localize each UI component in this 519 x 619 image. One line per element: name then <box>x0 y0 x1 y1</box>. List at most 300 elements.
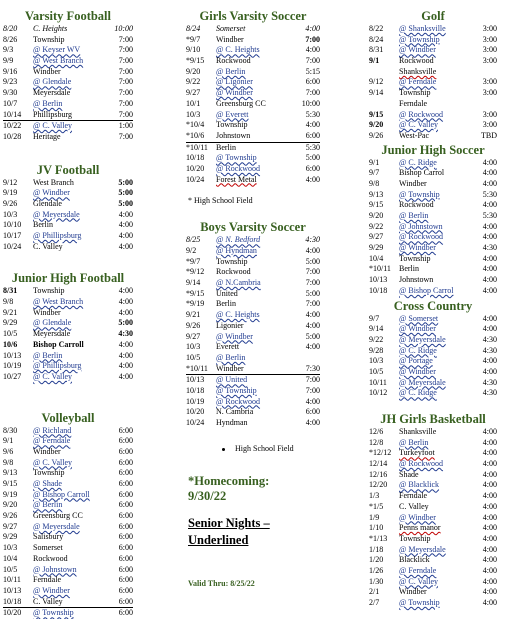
game-date: 9/27 <box>369 232 384 242</box>
game-time: 4:00 <box>305 310 320 320</box>
game-row <box>369 314 497 325</box>
game-row <box>186 278 320 289</box>
game-time: 4:00 <box>482 232 497 242</box>
game-row <box>186 99 320 110</box>
game-date: 10/5 <box>369 366 384 376</box>
game-time: 5:00 <box>118 198 133 208</box>
game-row <box>186 397 320 408</box>
game-date: 10/6 <box>3 339 18 349</box>
game-time: 4:00 <box>482 366 497 376</box>
game-opp: Windber <box>216 34 244 44</box>
game-opp: Township <box>399 253 431 263</box>
game-time: 6:00 <box>118 596 133 606</box>
game-time: 4:00 <box>118 371 133 381</box>
game-time: 4:00 <box>482 587 497 597</box>
middle-column <box>186 0 320 588</box>
game-time: 4:30 <box>482 334 497 344</box>
game-opp: Ligonier <box>216 320 244 330</box>
game-row <box>3 361 133 372</box>
game-date: *10/6 <box>186 130 205 140</box>
game-row <box>369 480 497 491</box>
game-time: 6:00 <box>118 608 133 618</box>
game-row <box>3 575 133 586</box>
game-opp: @ C. Valley <box>33 457 72 467</box>
game-date: 9/29 <box>3 318 18 328</box>
left-column <box>3 0 133 618</box>
game-time: 4:00 <box>482 512 497 522</box>
game-row <box>3 426 133 437</box>
game-row <box>186 77 320 88</box>
game-opp: @ Shade <box>33 479 62 488</box>
game-date: 10/3 <box>3 209 18 219</box>
game-date: 8/30 <box>3 425 18 435</box>
game-time: 3:00 <box>482 34 497 44</box>
game-opp: Windber <box>399 587 427 597</box>
game-row <box>3 554 133 565</box>
game-opp: @ Rockwood <box>399 232 444 242</box>
game-opp: Shade <box>399 469 419 479</box>
game-opp: Somerset <box>216 24 246 33</box>
game-date: 9/13 <box>369 189 384 199</box>
game-opp: Bishop Carroll <box>33 339 84 349</box>
game-time: 6:00 <box>305 130 320 140</box>
game-date: 9/16 <box>3 66 18 76</box>
game-row <box>369 356 497 367</box>
game-time: 4:00 <box>118 209 133 219</box>
game-opp: @ Rockwood <box>399 459 444 469</box>
boys-soccer-section <box>186 219 320 454</box>
game-row <box>186 332 320 343</box>
game-row <box>3 340 133 351</box>
game-row <box>3 121 133 132</box>
game-opp: @ Portage <box>399 356 433 366</box>
game-time: 4:00 <box>482 356 497 366</box>
game-opp: @ C. Ridge <box>399 388 437 398</box>
game-opp: @ Windber <box>399 366 436 376</box>
game-opp: Meyersdale <box>33 88 71 98</box>
game-date: 10/7 <box>3 98 18 108</box>
game-row <box>369 324 497 335</box>
game-date: 10/1 <box>186 98 201 108</box>
girls-soccer-section <box>186 8 320 205</box>
game-date: *10/4 <box>186 120 205 130</box>
game-date: 9/22 <box>186 77 201 87</box>
game-date: 10/28 <box>3 131 22 141</box>
game-opp: Phillipsburg <box>33 109 72 119</box>
jv-football-title: JV Football <box>36 162 100 177</box>
game-date: 9/12 <box>3 177 18 187</box>
game-opp: @ Ferndale <box>399 565 437 575</box>
game-opp: Hyndman <box>216 418 248 427</box>
game-row <box>369 77 497 88</box>
game-row <box>186 407 320 418</box>
game-row <box>369 555 497 566</box>
game-opp: Ferndale <box>33 575 61 585</box>
game-time: 4:00 <box>482 200 497 210</box>
game-opp: Berlin <box>216 142 236 152</box>
game-row <box>369 211 497 222</box>
game-time: 5:30 <box>482 189 497 199</box>
game-time: 7:00 <box>118 98 133 108</box>
game-opp: @ Rockwood <box>216 163 261 173</box>
game-time: 7:00 <box>118 45 133 55</box>
game-time: 6:00 <box>118 500 133 510</box>
game-opp: @ Meyersdale <box>33 209 80 219</box>
game-opp: @ Township <box>216 153 257 163</box>
jh-football-title: Junior High Football <box>11 271 125 286</box>
game-date: 9/14 <box>186 278 201 288</box>
game-opp: Township <box>33 286 65 296</box>
game-time: 6:00 <box>118 521 133 531</box>
game-time: 4:00 <box>482 469 497 479</box>
senior-nights-note: Senior Nights – Underlined <box>188 516 270 547</box>
game-row <box>186 67 320 78</box>
game-date: 1/3 <box>369 491 380 501</box>
game-time: 5:00 <box>305 331 320 341</box>
game-date: 10/5 <box>3 564 18 574</box>
game-time: 4:00 <box>482 437 497 447</box>
game-row <box>369 168 497 179</box>
game-opp: N. Cambria <box>216 407 254 417</box>
game-time: 4:00 <box>305 342 320 352</box>
homecoming-note: *Homecoming: 9/30/22 <box>188 474 270 503</box>
game-row <box>3 45 133 56</box>
volleyball-title: Volleyball <box>41 410 95 425</box>
game-opp: Township <box>216 256 248 266</box>
game-opp: @ Phillipsburg <box>33 361 82 371</box>
game-time: 7:00 <box>305 56 320 66</box>
game-row <box>369 222 497 233</box>
game-date: 10/12 <box>369 388 388 398</box>
game-time: 5:00 <box>118 318 133 328</box>
game-time: 5:00 <box>118 188 133 198</box>
game-time: 4:00 <box>305 120 320 130</box>
game-opp: @ Everett <box>216 109 249 119</box>
game-date: 12/20 <box>369 480 388 490</box>
game-row <box>3 132 133 143</box>
jv-football-section <box>3 162 133 253</box>
game-opp: Everett <box>216 342 240 352</box>
game-date: 9/8 <box>3 297 14 307</box>
game-opp: @ C. Valley <box>33 121 72 131</box>
game-date: 10/19 <box>3 361 22 371</box>
game-opp: @ Meyersdale <box>399 544 446 554</box>
game-time: 4:00 <box>482 459 497 469</box>
game-time: 7:00 <box>118 34 133 44</box>
game-row <box>369 367 497 378</box>
game-date: 10/3 <box>186 109 201 119</box>
game-row <box>369 427 497 438</box>
game-date: 9/26 <box>369 130 384 140</box>
game-date: 9/20 <box>369 211 384 220</box>
game-row <box>186 353 320 364</box>
game-time: 4:00 <box>305 246 320 255</box>
game-opp: @ Ferndale <box>33 436 71 446</box>
game-date: 9/22 <box>369 334 384 344</box>
game-row <box>369 513 497 524</box>
game-date: 9/26 <box>3 511 18 521</box>
game-opp: Greensburg CC <box>33 511 83 521</box>
game-time: 4:00 <box>305 24 320 33</box>
game-opp: @ Meyersdale <box>399 334 446 344</box>
game-time: 6:00 <box>305 407 320 417</box>
game-row <box>3 35 133 46</box>
game-date: 9/26 <box>186 320 201 330</box>
girls-soccer-note: * High School Field <box>188 196 253 205</box>
bullet-icon <box>222 448 225 451</box>
game-time: 4:00 <box>305 45 320 55</box>
game-row <box>3 351 133 362</box>
jh-football-section <box>3 270 133 382</box>
game-date: 12/14 <box>369 459 388 469</box>
game-row <box>3 297 133 308</box>
game-row <box>3 67 133 78</box>
game-row <box>369 131 497 142</box>
game-opp: @ Windber <box>216 88 253 98</box>
game-row <box>186 24 320 35</box>
game-row <box>3 329 133 340</box>
game-time: 4:00 <box>482 157 497 167</box>
game-time: 5:15 <box>305 66 320 76</box>
game-opp: @ Richland <box>33 425 72 435</box>
game-opp: @ Bishop Carroll <box>33 489 90 499</box>
game-opp: @ Berlin <box>33 98 63 108</box>
game-date: 9/12 <box>369 77 384 87</box>
game-time: 4:00 <box>482 565 497 575</box>
game-opp: @ Township <box>33 608 74 618</box>
game-row <box>186 246 320 257</box>
game-row <box>3 210 133 221</box>
game-date: 9/21 <box>3 307 18 317</box>
game-date: 9/7 <box>369 168 380 178</box>
game-row <box>369 534 497 545</box>
game-opp: Rockwood <box>216 267 251 277</box>
game-opp: Rockwood <box>399 200 434 210</box>
game-date: 10/18 <box>186 153 205 163</box>
game-opp: Windber <box>216 363 244 373</box>
game-opp: @ Berlin <box>33 350 63 360</box>
game-date: *10/11 <box>369 264 391 274</box>
game-time: 4:00 <box>482 253 497 263</box>
game-row <box>186 342 320 353</box>
game-row <box>369 110 497 121</box>
game-date: 1/20 <box>369 555 384 565</box>
game-time: 4:00 <box>305 418 320 427</box>
game-row <box>3 99 133 110</box>
golf-title: Golf <box>421 9 445 23</box>
game-date: 10/24 <box>186 174 205 184</box>
game-date: 8/31 <box>3 286 18 296</box>
game-row <box>186 175 320 186</box>
game-row <box>3 231 133 242</box>
game-time: 4:00 <box>118 297 133 307</box>
game-row <box>186 418 320 429</box>
game-opp: Glendale <box>33 198 62 208</box>
game-row <box>3 242 133 253</box>
game-time: 4:00 <box>305 174 320 184</box>
game-opp: @ C. Heights <box>216 310 260 320</box>
game-date: 9/27 <box>186 331 201 341</box>
game-row <box>3 286 133 297</box>
game-date: *9/7 <box>186 256 201 266</box>
game-time: 4:30 <box>482 377 497 387</box>
game-row <box>369 190 497 201</box>
game-time: 4:00 <box>482 480 497 490</box>
game-time: 6:00 <box>118 553 133 563</box>
game-date: 9/28 <box>369 345 384 355</box>
game-time: 6:00 <box>118 468 133 478</box>
game-row <box>369 470 497 481</box>
game-date: 9/8 <box>369 178 380 188</box>
game-time: 6:00 <box>118 564 133 574</box>
game-time: 7:00 <box>305 299 320 309</box>
game-row <box>3 479 133 490</box>
game-row <box>186 56 320 67</box>
game-date: *1/13 <box>369 533 388 543</box>
game-row <box>3 468 133 479</box>
game-date: *9/12 <box>186 267 205 277</box>
game-row <box>186 143 320 154</box>
game-time: 6:00 <box>118 425 133 435</box>
boys-soccer-note: High School Field <box>222 444 294 454</box>
game-opp: @ Windber <box>399 243 436 253</box>
game-time: 4:00 <box>482 544 497 554</box>
game-row <box>3 532 133 543</box>
game-date: 10/13 <box>3 585 22 595</box>
game-opp: Rockwood <box>399 56 434 66</box>
game-opp: Township <box>33 34 65 44</box>
game-date: 10/10 <box>3 220 22 230</box>
game-time: 7:00 <box>118 66 133 76</box>
game-opp: Blacklick <box>399 555 430 565</box>
game-opp: Windber <box>33 66 61 76</box>
jh-basketball-title: JH Girls Basketball <box>380 412 486 426</box>
game-date: 10/18 <box>369 285 388 295</box>
game-row <box>3 565 133 576</box>
varsity-football-list <box>3 24 133 143</box>
jh-basketball-section <box>369 411 497 609</box>
girls-soccer-title: Girls Varsity Soccer <box>199 9 307 23</box>
game-time: 5:00 <box>305 288 320 298</box>
game-time: 6:00 <box>305 163 320 173</box>
game-date: 9/13 <box>3 468 18 478</box>
game-date: *9/19 <box>186 299 205 309</box>
game-time: 6:00 <box>118 457 133 467</box>
jh-soccer-list <box>369 158 497 297</box>
game-row <box>369 275 497 286</box>
game-date: 8/31 <box>369 45 384 55</box>
game-time: 4:00 <box>482 491 497 501</box>
volleyball-list <box>3 426 133 619</box>
game-row <box>369 577 497 588</box>
game-row <box>186 257 320 268</box>
game-time: 4:00 <box>482 576 497 586</box>
game-row <box>3 318 133 329</box>
game-row <box>3 178 133 189</box>
game-date: 10/3 <box>369 356 384 366</box>
game-opp: @ Meyersdale <box>33 521 80 531</box>
game-opp: @ Blacklick <box>399 480 440 490</box>
game-row <box>186 235 320 246</box>
valid-thru: Valid Thru: 8/25/22 <box>188 579 255 588</box>
game-opp: Windber <box>33 446 61 456</box>
game-date: 10/22 <box>3 121 22 131</box>
game-date: 10/13 <box>369 275 388 285</box>
game-opp: Ferndale <box>399 491 427 501</box>
game-time: 4:00 <box>305 396 320 406</box>
game-time: 6:00 <box>118 585 133 595</box>
game-row <box>186 120 320 131</box>
game-time: 4:00 <box>305 320 320 330</box>
game-row <box>369 67 497 78</box>
game-date: 9/15 <box>369 109 384 119</box>
game-opp: @ Phillipsburg <box>33 231 82 240</box>
game-opp: @ N. Bedford <box>216 235 261 245</box>
game-time: 4:00 <box>482 448 497 458</box>
game-time: 7:00 <box>118 109 133 119</box>
jh-soccer-title: Junior High Soccer <box>381 142 485 157</box>
game-opp: @ Berlin <box>216 352 246 362</box>
game-date: 10/4 <box>3 553 18 563</box>
game-opp: @ Keyser WV <box>33 45 81 55</box>
game-time: 7:00 <box>305 34 320 44</box>
varsity-football-section <box>3 8 133 143</box>
game-time: 4:00 <box>482 427 497 436</box>
game-date: 2/1 <box>369 587 380 597</box>
game-time: 4:00 <box>482 598 497 607</box>
game-opp: Township <box>216 120 248 130</box>
game-opp: @ Windber <box>399 45 436 55</box>
game-date: 9/19 <box>3 188 18 198</box>
game-row <box>369 566 497 577</box>
game-date: 1/18 <box>369 544 384 554</box>
game-time: 3:00 <box>482 109 497 119</box>
game-opp: @ Township <box>399 189 440 199</box>
game-date: 9/1 <box>369 157 380 167</box>
game-opp: Rockwood <box>216 56 251 66</box>
game-opp: Salisbury <box>33 532 64 542</box>
game-opp: @ Windber <box>399 512 436 522</box>
game-date: 8/22 <box>369 24 384 33</box>
game-date: 9/30 <box>3 88 18 98</box>
game-opp: @ C. Valley <box>399 120 438 130</box>
game-date: 12/8 <box>369 437 384 447</box>
game-time: 3:00 <box>482 120 497 130</box>
game-date: 10/14 <box>3 109 22 119</box>
game-date: *12/12 <box>369 448 392 458</box>
game-date: 10/17 <box>3 231 22 240</box>
game-opp: Shanksville <box>399 427 437 436</box>
game-time: 4:30 <box>482 345 497 355</box>
game-opp: @ Windber <box>33 585 70 595</box>
game-row <box>186 110 320 121</box>
game-opp: @ Rockwood <box>399 109 444 119</box>
game-opp: Penns manor <box>399 523 441 533</box>
game-time: 5:30 <box>305 142 320 152</box>
game-date: 8/20 <box>3 24 18 33</box>
game-time: 4:00 <box>482 501 497 511</box>
game-row <box>369 56 497 67</box>
cross-country-list <box>369 314 497 400</box>
game-date: 10/3 <box>186 342 201 352</box>
game-row <box>3 88 133 99</box>
game-opp: @ C. Ridge <box>399 157 437 167</box>
game-row <box>186 45 320 56</box>
game-row <box>3 490 133 501</box>
game-row <box>3 586 133 597</box>
game-row <box>3 447 133 458</box>
game-opp: Greensburg CC <box>216 98 266 108</box>
